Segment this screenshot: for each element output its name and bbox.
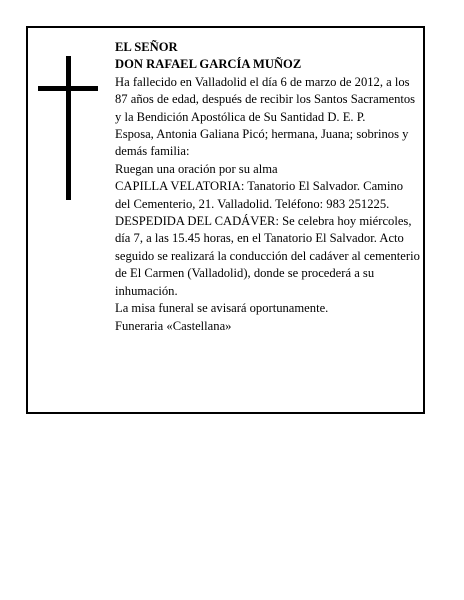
family-paragraph: Esposa, Antonia Galiana Picó; hermana, Juana; sobrinos y demás familia:: [115, 127, 409, 159]
funeral-mass-info: La misa funeral se avisará oportunamente.: [115, 301, 329, 316]
farewell-info: DESPEDIDA DEL CADÁVER: Se celebra hoy miércoles, día 7, a las 15.45 horas, en el Tanatorio El Salvador. Acto seguido se realizará la conducción del cadáver al cementerio de El Carmen (Valladolid), donde se procederá a su inhumación.: [115, 214, 420, 298]
announcement-paragraph: Ha fallecido en Valladolid el día 6 de marzo de 2012, a los 87 años de edad, después de recibir los Santos Sacramentos y la Bendición Apostólica de Su Santidad D. E. P.: [115, 74, 416, 124]
prayer-request: Ruegan una oración por su alma: [115, 161, 278, 176]
cross-horizontal-bar: [38, 86, 98, 91]
funeral-home: Funeraria «Castellana»: [115, 318, 232, 333]
heading-line-1: EL SEÑOR: [115, 40, 178, 54]
deceased-name: DON RAFAEL GARCÍA MUÑOZ: [115, 57, 302, 72]
notice-text: [115, 39, 420, 335]
wake-chapel-info: CAPILLA VELATORIA: Tanatorio El Salvador. Camino del Cementerio, 21. Valladolid. Teléfono: 983 251225.: [115, 179, 404, 211]
obituary-notice: [26, 26, 425, 414]
cross-icon: [38, 56, 98, 200]
cross-vertical-bar: [66, 56, 71, 200]
